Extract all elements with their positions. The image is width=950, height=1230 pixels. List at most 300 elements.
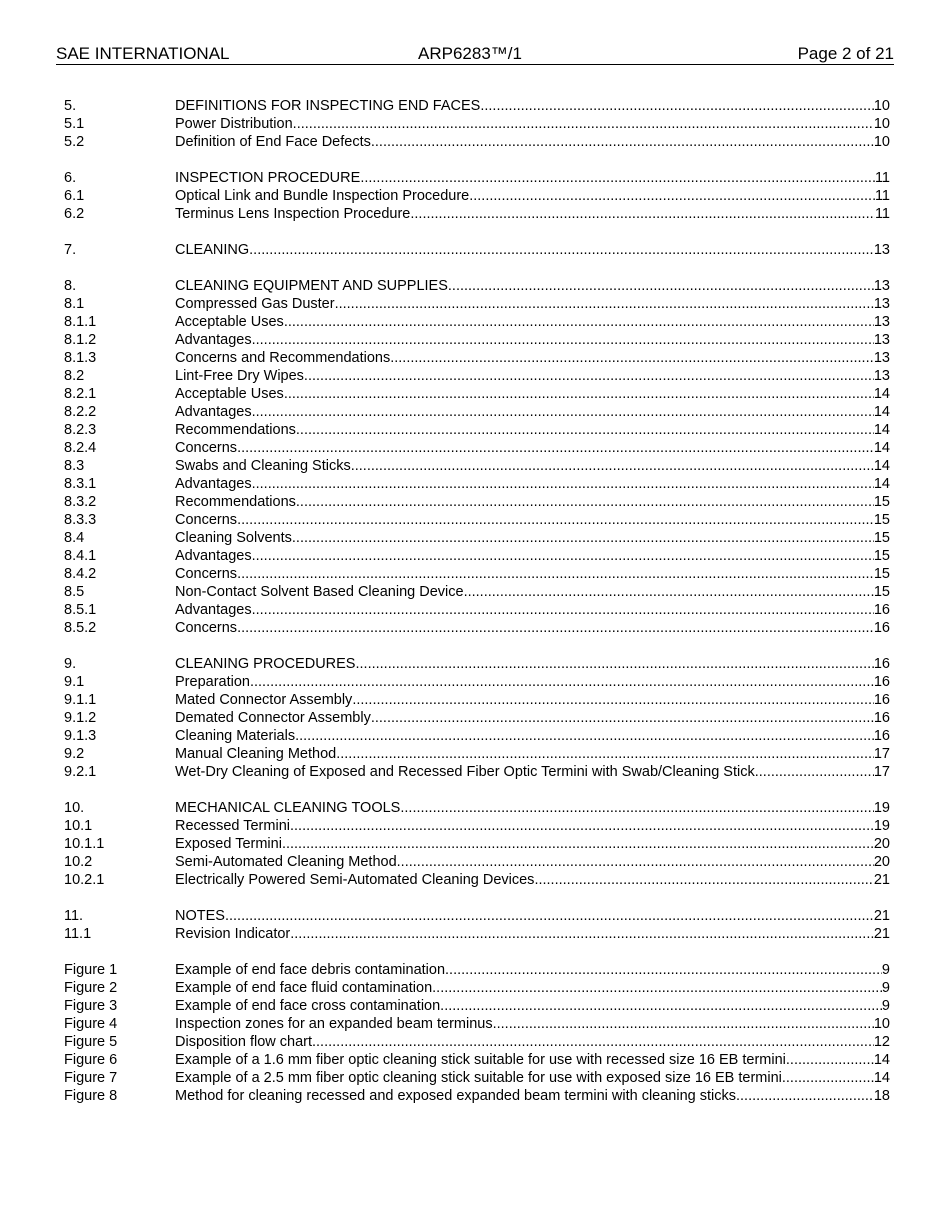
toc-entry-page: 15 xyxy=(873,530,890,546)
toc-entry[interactable] xyxy=(64,385,890,403)
toc-entry-title: Terminus Lens Inspection Procedure xyxy=(175,206,411,222)
toc-entry-number: 5. xyxy=(64,98,77,114)
toc-entry-title: Manual Cleaning Method xyxy=(175,746,337,762)
toc-entry-title-wrap xyxy=(175,997,882,1015)
toc-entry-page: 13 xyxy=(873,278,890,294)
publisher-name: SAE INTERNATIONAL xyxy=(56,44,230,63)
toc-entry-title-wrap xyxy=(175,565,874,583)
toc-entry-number: 8.1.2 xyxy=(64,332,97,348)
toc-entry-number: 11.1 xyxy=(64,926,92,942)
toc-entry-page: 16 xyxy=(873,656,890,672)
toc-entry-title-wrap xyxy=(175,799,874,817)
toc-entry-page: 21 xyxy=(873,908,890,924)
dot-leader xyxy=(786,1051,874,1069)
toc-entry-page: 14 xyxy=(873,1052,890,1068)
toc-group xyxy=(64,241,890,259)
toc-entry-title: Example of end face fluid contamination xyxy=(175,980,433,996)
toc-entry-title-wrap xyxy=(175,529,874,547)
dot-leader xyxy=(290,925,874,943)
dot-leader xyxy=(534,871,873,889)
toc-entry-page: 13 xyxy=(873,242,890,258)
dot-leader xyxy=(360,169,875,187)
toc-entry[interactable] xyxy=(64,403,890,421)
toc-entry-page: 15 xyxy=(873,566,890,582)
toc-entry-page: 9 xyxy=(881,962,890,978)
toc-entry-title-wrap xyxy=(175,331,874,349)
toc-entry-page: 10 xyxy=(873,134,890,150)
dot-leader xyxy=(225,907,874,925)
toc-entry[interactable] xyxy=(64,1051,890,1069)
toc-entry[interactable] xyxy=(64,907,890,925)
toc-entry[interactable] xyxy=(64,835,890,853)
page-indicator: Page 2 of 21 xyxy=(797,44,894,63)
toc-entry-page: 18 xyxy=(873,1088,890,1104)
toc-entry-title: Power Distribution xyxy=(175,116,293,132)
toc-entry-title: Example of end face cross contamination xyxy=(175,998,441,1014)
toc-entry[interactable] xyxy=(64,97,890,115)
toc-entry-title-wrap xyxy=(175,1087,874,1105)
toc-entry-title-wrap xyxy=(175,169,875,187)
dot-leader xyxy=(400,799,874,817)
toc-entry-title: Concerns xyxy=(175,566,238,582)
toc-entry[interactable] xyxy=(64,331,890,349)
toc-entry-page: 10 xyxy=(873,116,890,132)
dot-leader xyxy=(252,475,874,493)
toc-entry-title-wrap xyxy=(175,367,874,385)
toc-entry-title-wrap xyxy=(175,763,874,781)
toc-entry-title: Exposed Termini xyxy=(175,836,282,852)
toc-entry-title: Acceptable Uses xyxy=(175,386,284,402)
toc-entry-page: 15 xyxy=(873,494,890,510)
dot-leader xyxy=(736,1087,874,1105)
toc-entry-title-wrap xyxy=(175,313,874,331)
toc-entry-number: 8. xyxy=(64,278,77,294)
toc-entry-title: Concerns xyxy=(175,440,238,456)
toc-group xyxy=(64,655,890,781)
toc-entry[interactable] xyxy=(64,529,890,547)
toc-entry-title: Advantages xyxy=(175,548,252,564)
toc-entry-page: 13 xyxy=(873,314,890,330)
toc-entry-title: Concerns and Recommendations xyxy=(175,350,391,366)
toc-entry-title-wrap xyxy=(175,817,874,835)
toc-entry-number: 6.1 xyxy=(64,188,85,204)
toc-entry[interactable] xyxy=(64,961,890,979)
toc-entry-title-wrap xyxy=(175,295,874,313)
dot-leader xyxy=(304,367,874,385)
toc-entry[interactable] xyxy=(64,979,890,997)
dot-leader xyxy=(250,673,874,691)
toc-entry-number: 8.1 xyxy=(64,296,85,312)
toc-entry-page: 16 xyxy=(873,728,890,744)
toc-entry-page: 9 xyxy=(881,980,890,996)
toc-entry-page: 11 xyxy=(874,206,890,222)
toc-entry-title: Cleaning Solvents xyxy=(175,530,292,546)
toc-entry[interactable] xyxy=(64,583,890,601)
dot-leader xyxy=(371,133,874,151)
toc-entry-title-wrap xyxy=(175,583,874,601)
toc-entry-title: Concerns xyxy=(175,512,238,528)
dot-leader xyxy=(448,277,874,295)
toc-entry-title-wrap xyxy=(175,403,874,421)
toc-entry-title-wrap xyxy=(175,511,874,529)
dot-leader xyxy=(440,997,882,1015)
toc-entry[interactable] xyxy=(64,295,890,313)
toc-entry-page: 15 xyxy=(873,548,890,564)
toc-entry[interactable] xyxy=(64,853,890,871)
dot-leader xyxy=(295,727,874,745)
dot-leader xyxy=(355,655,873,673)
dot-leader xyxy=(371,709,874,727)
toc-entry-title-wrap xyxy=(175,655,874,673)
toc-entry[interactable] xyxy=(64,709,890,727)
dot-leader xyxy=(293,115,874,133)
toc-entry[interactable] xyxy=(64,511,890,529)
toc-entry-page: 11 xyxy=(874,170,890,186)
toc-entry[interactable] xyxy=(64,241,890,259)
toc-entry-number: Figure 7 xyxy=(64,1070,118,1086)
dot-leader xyxy=(312,1033,874,1051)
dot-leader xyxy=(237,439,874,457)
dot-leader xyxy=(252,403,874,421)
toc-entry-page: 20 xyxy=(873,836,890,852)
toc-entry-title: Concerns xyxy=(175,620,238,636)
toc-entry[interactable] xyxy=(64,565,890,583)
toc-entry-number: 11. xyxy=(64,908,84,924)
toc-entry-number: Figure 1 xyxy=(64,962,118,978)
toc-entry-number: 8.2 xyxy=(64,368,85,384)
toc-entry-number: 8.3.2 xyxy=(64,494,97,510)
toc-entry-title-wrap xyxy=(175,133,874,151)
toc-entry-title-wrap xyxy=(175,745,874,763)
toc-entry-title: Recommendations xyxy=(175,422,296,438)
dot-leader xyxy=(237,619,874,637)
toc-group xyxy=(64,907,890,943)
toc-entry-number: Figure 5 xyxy=(64,1034,118,1050)
toc-entry-number: 8.5.2 xyxy=(64,620,97,636)
toc-entry-title-wrap xyxy=(175,421,874,439)
dot-leader xyxy=(252,601,874,619)
toc-entry-title: NOTES xyxy=(175,908,225,924)
toc-entry-title: Example of end face debris contamination xyxy=(175,962,446,978)
toc-entry[interactable] xyxy=(64,763,890,781)
toc-entry-title: MECHANICAL CLEANING TOOLS xyxy=(175,800,401,816)
toc-entry[interactable] xyxy=(64,133,890,151)
toc-entry-title: Disposition flow chart xyxy=(175,1034,312,1050)
toc-entry-title: Preparation xyxy=(175,674,250,690)
toc-entry-title: Inspection zones for an expanded beam terminus xyxy=(175,1016,493,1032)
toc-entry-number: 8.1.1 xyxy=(64,314,97,330)
toc-entry-number: 8.2.2 xyxy=(64,404,97,420)
toc-entry-number: Figure 3 xyxy=(64,998,118,1014)
toc-entry-number: 8.2.3 xyxy=(64,422,97,438)
toc-entry-number: 8.2.4 xyxy=(64,440,97,456)
toc-entry[interactable] xyxy=(64,187,890,205)
toc-entry-number: 9.1.3 xyxy=(64,728,97,744)
toc-entry-number: 10.2 xyxy=(64,854,93,870)
toc-entry-title-wrap xyxy=(175,1033,874,1051)
dot-leader xyxy=(249,241,874,259)
dot-leader xyxy=(352,691,874,709)
toc-entry[interactable] xyxy=(64,925,890,943)
toc-entry-number: 8.5.1 xyxy=(64,602,97,618)
toc-entry[interactable] xyxy=(64,547,890,565)
dot-leader xyxy=(296,421,874,439)
page-header xyxy=(56,44,894,65)
toc-entry-title: Cleaning Materials xyxy=(175,728,296,744)
toc-entry-title: Example of a 2.5 mm fiber optic cleaning stick suitable for use with exposed size 16 EB termini xyxy=(175,1070,782,1086)
toc-entry[interactable] xyxy=(64,421,890,439)
toc-entry-page: 14 xyxy=(873,386,890,402)
toc-group xyxy=(64,799,890,889)
toc-entry-page: 14 xyxy=(873,422,890,438)
toc-entry-title-wrap xyxy=(175,619,874,637)
toc-entry-title: Recessed Termini xyxy=(175,818,290,834)
toc-entry[interactable] xyxy=(64,475,890,493)
toc-entry-number: 10. xyxy=(64,800,85,816)
toc-entry-title-wrap xyxy=(175,187,875,205)
toc-entry-number: 8.5 xyxy=(64,584,85,600)
dot-leader xyxy=(755,763,874,781)
toc-entry[interactable] xyxy=(64,1069,890,1087)
toc-entry-title-wrap xyxy=(175,961,882,979)
dot-leader xyxy=(284,385,874,403)
toc-entry-title: Advantages xyxy=(175,404,252,420)
toc-entry-title-wrap xyxy=(175,925,874,943)
toc-entry-title-wrap xyxy=(175,457,874,475)
toc-entry-page: 14 xyxy=(873,458,890,474)
toc-entry[interactable] xyxy=(64,691,890,709)
toc-entry-title: Compressed Gas Duster xyxy=(175,296,335,312)
toc-entry-title: Advantages xyxy=(175,476,252,492)
toc-entry-title-wrap xyxy=(175,1069,874,1087)
dot-leader xyxy=(469,187,875,205)
toc-entry-page: 13 xyxy=(873,296,890,312)
toc-entry-title-wrap xyxy=(175,349,874,367)
toc-entry-title: Advantages xyxy=(175,332,252,348)
toc-entry-title: Advantages xyxy=(175,602,252,618)
toc-entry-title: Example of a 1.6 mm fiber optic cleaning stick suitable for use with recessed size 16 EB termini xyxy=(175,1052,786,1068)
toc-entry[interactable] xyxy=(64,169,890,187)
dot-leader xyxy=(782,1069,874,1087)
toc-entry-title: Semi-Automated Cleaning Method xyxy=(175,854,397,870)
toc-entry-number: 5.2 xyxy=(64,134,85,150)
dot-leader xyxy=(252,331,874,349)
toc-entry-title: Revision Indicator xyxy=(175,926,291,942)
toc-group xyxy=(64,97,890,151)
dot-leader xyxy=(493,1015,874,1033)
toc-entry-number: 9.1.2 xyxy=(64,710,97,726)
toc-entry-number: Figure 8 xyxy=(64,1088,118,1104)
toc-entry-page: 13 xyxy=(873,368,890,384)
toc-entry-title: Definition of End Face Defects xyxy=(175,134,371,150)
toc-entry-title-wrap xyxy=(175,115,874,133)
table-of-contents xyxy=(64,97,890,1123)
toc-entry-title-wrap xyxy=(175,853,874,871)
toc-entry[interactable] xyxy=(64,205,890,223)
dot-leader xyxy=(390,349,874,367)
toc-entry-page: 20 xyxy=(873,854,890,870)
toc-entry-title-wrap xyxy=(175,1015,874,1033)
toc-entry[interactable] xyxy=(64,1033,890,1051)
toc-entry-title-wrap xyxy=(175,547,874,565)
toc-entry-page: 16 xyxy=(873,710,890,726)
toc-entry-title: Mated Connector Assembly xyxy=(175,692,353,708)
dot-leader xyxy=(237,565,874,583)
toc-entry[interactable] xyxy=(64,619,890,637)
toc-entry-number: 8.4 xyxy=(64,530,85,546)
toc-entry-title-wrap xyxy=(175,385,874,403)
toc-entry-page: 16 xyxy=(873,620,890,636)
toc-entry[interactable] xyxy=(64,655,890,673)
toc-entry-page: 21 xyxy=(873,872,890,888)
toc-entry-number: 9. xyxy=(64,656,77,672)
dot-leader xyxy=(336,745,874,763)
toc-entry-title-wrap xyxy=(175,241,874,259)
toc-entry-title-wrap xyxy=(175,835,874,853)
toc-entry-title-wrap xyxy=(175,277,874,295)
toc-entry-number: 9.1.1 xyxy=(64,692,97,708)
toc-entry-title: Electrically Powered Semi-Automated Cleaning Devices xyxy=(175,872,535,888)
toc-entry[interactable] xyxy=(64,673,890,691)
toc-entry[interactable] xyxy=(64,1015,890,1033)
toc-entry-number: 9.2.1 xyxy=(64,764,97,780)
dot-leader xyxy=(292,529,874,547)
toc-entry[interactable] xyxy=(64,277,890,295)
toc-entry-page: 14 xyxy=(873,440,890,456)
toc-entry-title: INSPECTION PROCEDURE xyxy=(175,170,361,186)
toc-entry[interactable] xyxy=(64,313,890,331)
toc-entry-number: 8.3.1 xyxy=(64,476,97,492)
toc-entry-title-wrap xyxy=(175,493,874,511)
toc-entry-number: Figure 6 xyxy=(64,1052,118,1068)
dot-leader xyxy=(282,835,874,853)
toc-entry-number: Figure 2 xyxy=(64,980,118,996)
toc-entry-number: 6.2 xyxy=(64,206,85,222)
toc-entry-page: 19 xyxy=(873,800,890,816)
dot-leader xyxy=(351,457,874,475)
toc-entry-title: Lint-Free Dry Wipes xyxy=(175,368,304,384)
toc-entry-number: 8.4.1 xyxy=(64,548,97,564)
toc-entry-title-wrap xyxy=(175,907,874,925)
toc-entry-title: Method for cleaning recessed and exposed expanded beam termini with cleaning sticks xyxy=(175,1088,736,1104)
toc-entry-page: 15 xyxy=(873,512,890,528)
toc-entry-number: 7. xyxy=(64,242,77,258)
toc-entry-page: 17 xyxy=(873,764,890,780)
toc-entry[interactable] xyxy=(64,439,890,457)
toc-group xyxy=(64,169,890,223)
toc-entry-title-wrap xyxy=(175,709,874,727)
toc-entry-page: 15 xyxy=(873,584,890,600)
toc-entry[interactable] xyxy=(64,349,890,367)
toc-entry-title: DEFINITIONS FOR INSPECTING END FACES xyxy=(175,98,481,114)
toc-entry-page: 13 xyxy=(873,332,890,348)
toc-entry-number: 9.2 xyxy=(64,746,85,762)
toc-group xyxy=(64,961,890,1105)
toc-entry-page: 16 xyxy=(873,674,890,690)
toc-entry-page: 14 xyxy=(873,1070,890,1086)
toc-entry-number: 8.2.1 xyxy=(64,386,97,402)
toc-entry-page: 10 xyxy=(873,1016,890,1032)
toc-entry-title-wrap xyxy=(175,439,874,457)
toc-entry-page: 10 xyxy=(873,98,890,114)
toc-entry-title: Recommendations xyxy=(175,494,296,510)
toc-entry-number: 6. xyxy=(64,170,77,186)
toc-entry-title-wrap xyxy=(175,979,882,997)
toc-group xyxy=(64,277,890,637)
toc-entry-page: 16 xyxy=(873,602,890,618)
toc-entry[interactable] xyxy=(64,493,890,511)
toc-entry[interactable] xyxy=(64,817,890,835)
toc-entry-page: 9 xyxy=(881,998,890,1014)
toc-entry-page: 11 xyxy=(874,188,890,204)
toc-entry-title: CLEANING EQUIPMENT AND SUPPLIES xyxy=(175,278,448,294)
dot-leader xyxy=(464,583,874,601)
toc-entry-number: 8.3.3 xyxy=(64,512,97,528)
dot-leader xyxy=(410,205,875,223)
document-number: ARP6283™/1 xyxy=(418,44,522,63)
toc-entry-number: 10.1.1 xyxy=(64,836,105,852)
toc-entry[interactable] xyxy=(64,367,890,385)
toc-entry-title-wrap xyxy=(175,1051,874,1069)
dot-leader xyxy=(335,295,874,313)
dot-leader xyxy=(284,313,874,331)
dot-leader xyxy=(445,961,882,979)
toc-entry[interactable] xyxy=(64,871,890,889)
toc-entry[interactable] xyxy=(64,799,890,817)
toc-entry-title-wrap xyxy=(175,691,874,709)
toc-entry[interactable] xyxy=(64,601,890,619)
toc-entry-page: 21 xyxy=(873,926,890,942)
toc-entry-title: Wet-Dry Cleaning of Exposed and Recessed Fiber Optic Termini with Swab/Cleaning Stick xyxy=(175,764,755,780)
toc-entry-title: Non-Contact Solvent Based Cleaning Device xyxy=(175,584,464,600)
toc-entry-title: Swabs and Cleaning Sticks xyxy=(175,458,351,474)
toc-entry-number: 8.1.3 xyxy=(64,350,97,366)
toc-entry-title: Acceptable Uses xyxy=(175,314,284,330)
toc-entry-title-wrap xyxy=(175,205,875,223)
toc-entry[interactable] xyxy=(64,997,890,1015)
toc-entry-page: 19 xyxy=(873,818,890,834)
toc-entry-title-wrap xyxy=(175,97,874,115)
toc-entry[interactable] xyxy=(64,1087,890,1105)
toc-entry-page: 13 xyxy=(873,350,890,366)
dot-leader xyxy=(290,817,874,835)
toc-entry[interactable] xyxy=(64,457,890,475)
dot-leader xyxy=(296,493,874,511)
toc-entry[interactable] xyxy=(64,745,890,763)
dot-leader xyxy=(397,853,874,871)
toc-entry[interactable] xyxy=(64,727,890,745)
toc-entry-number: 10.2.1 xyxy=(64,872,105,888)
dot-leader xyxy=(237,511,874,529)
toc-entry-title: CLEANING xyxy=(175,242,250,258)
toc-entry-page: 17 xyxy=(873,746,890,762)
dot-leader xyxy=(480,97,874,115)
toc-entry-number: 10.1 xyxy=(64,818,93,834)
toc-entry-title-wrap xyxy=(175,601,874,619)
toc-entry-number: 5.1 xyxy=(64,116,85,132)
toc-entry-page: 14 xyxy=(873,476,890,492)
toc-entry-title-wrap xyxy=(175,475,874,493)
toc-entry-title-wrap xyxy=(175,727,874,745)
toc-entry-title: CLEANING PROCEDURES xyxy=(175,656,356,672)
toc-entry-title-wrap xyxy=(175,871,874,889)
toc-entry-page: 14 xyxy=(873,404,890,420)
toc-entry-page: 12 xyxy=(873,1034,890,1050)
toc-entry-number: 9.1 xyxy=(64,674,85,690)
toc-entry[interactable] xyxy=(64,115,890,133)
toc-entry-number: Figure 4 xyxy=(64,1016,118,1032)
toc-entry-number: 8.3 xyxy=(64,458,85,474)
